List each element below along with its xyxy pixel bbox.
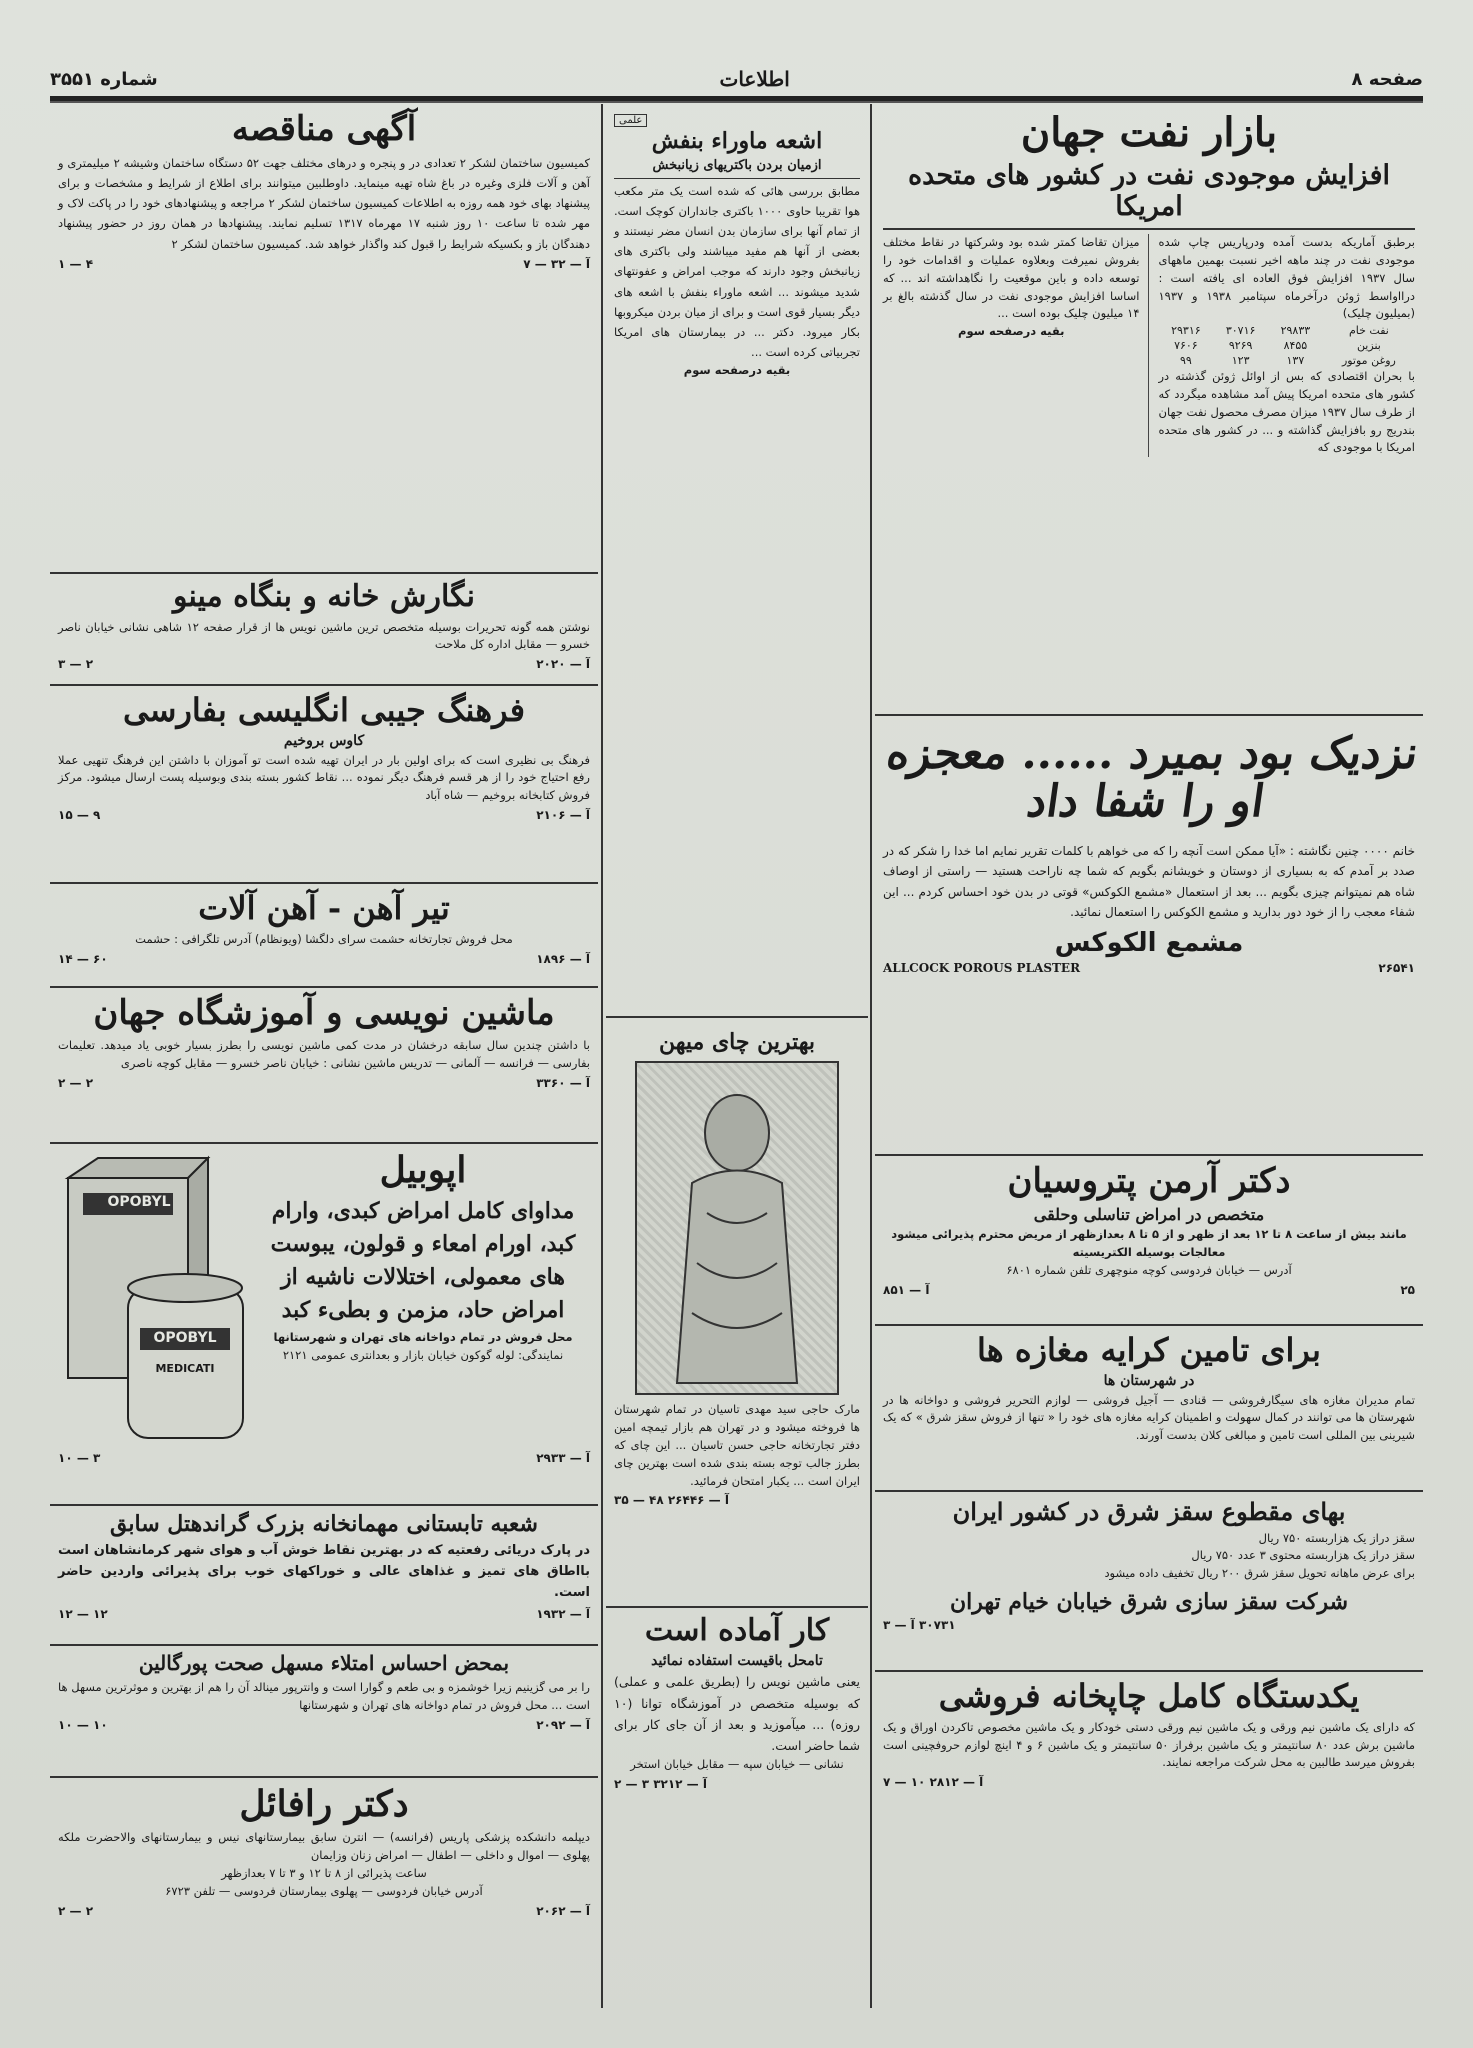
paper-name: اطلاعات	[719, 67, 790, 91]
rafael-hours: ساعت پذیرائی از ۸ تا ۱۲ و ۳ تا ۷ بعدازظهر	[221, 1866, 427, 1881]
table-cell: روغن موتور	[1341, 354, 1396, 368]
oil-table	[1159, 323, 1416, 368]
iron-title: تیر آهن - آهن آلات	[198, 889, 450, 927]
tender-ad	[50, 104, 598, 574]
iron-ref-left: ۶۰ — ۱۴	[58, 951, 108, 966]
work-ref: آ — ۳۲۱۲ ۳ — ۲	[614, 1777, 707, 1792]
gum-line: برای عرض ماهانه تحویل سقز شرق ۲۰۰ ریال تخفیف داده میشود	[1104, 1566, 1415, 1581]
right-column	[875, 104, 1423, 2008]
opobyl-headline: مداوای کامل امراض کبدی، وارام کبد، اورام امعاء و قولون، یبوست های معمولی، اختلالات ناشیه از امراض حاد، مزمن و بطیء کبد	[270, 1198, 576, 1324]
table-cell: ۳۰۷۱۶	[1225, 324, 1256, 338]
table-cell: ۲۹۳۱۶	[1171, 324, 1201, 338]
work-address: نشانی — خیابان سپه — مقابل خیابان استخر	[630, 1757, 844, 1772]
gum-ref: ۳۰۷۳۱ آ — ۳	[883, 1618, 956, 1633]
gum-line: سقز دراز یک هزاربسته ۷۵۰ ریال	[1258, 1530, 1415, 1545]
oil-section-title: بازار نفت جهان	[1020, 109, 1278, 156]
typing-title: ماشین نویسی و آموزشگاه جهان	[93, 993, 555, 1033]
shops-body: تمام مدیران مغازه های سیگارفروشی — قنادی — آجیل فروشی — لوازم التحریر فروشی و دواخانه ها در شهرستان ها می توانند در کمال سهولت و اطمینان کرایه مغازه های خود را « تنها از فروش سقز شرق » که یک شیرینی بین المللی است تامین و مبالغی کلان بدست آورند.	[883, 1392, 1415, 1443]
oil-continued: بقیه درصفحه سوم	[958, 324, 1065, 339]
dictionary-ad	[50, 686, 598, 884]
herbal-ref-left: ۱۰ — ۱۰	[58, 1717, 108, 1732]
table-cell: ۲۹۸۳۳	[1280, 324, 1311, 338]
work-subtitle: تامحل باقیست استفاده نمائید	[651, 1652, 823, 1669]
work-ad	[606, 1608, 868, 1978]
mino-ref-right: آ — ۲۰۲۰	[536, 657, 590, 672]
tea-ad	[606, 1018, 868, 1608]
masthead-rule	[50, 96, 1423, 103]
oil-text-a2: با بحران اقتصادی که بس از اوائل ژوئن گذشته در کشور های متحده امریکا پیش آمد مشاهده میگردد که از طرف سال ۱۹۳۷ میزان مصرف محصول نفت جهان بندریج رو بافزایش گذاشته و ... در کشور های متحده امریکا با موجودی که	[1158, 369, 1415, 455]
table-cell: ۷۶۰۶	[1174, 339, 1198, 353]
tender-title: آگهی مناقصه	[231, 109, 417, 149]
opobyl-package-illustration	[58, 1148, 248, 1448]
science-article	[606, 104, 868, 1018]
hotel-ref-right: آ — ۱۹۳۲	[536, 1606, 590, 1621]
masthead	[50, 62, 1423, 96]
mino-ref-left: ۲ — ۳	[58, 657, 94, 672]
opobyl-jar-sublabel: MEDICATI	[155, 1362, 215, 1375]
dictionary-title: فرهنگ جیبی انگلیسی بفارسی	[122, 691, 526, 729]
mino-title: نگارش خانه و بنگاه مینو	[172, 579, 476, 614]
gum-ad	[875, 1492, 1423, 1672]
typing-ref-left: ۲ — ۲	[58, 1075, 94, 1090]
doctor-armen-body: مانند بیش از ساعت ۸ تا ۱۲ بعد از ظهر و از ۵ تا ۸ بعدازظهر از مریض محترم پذیرائی میشود معالجات بوسیله الکتریسیته	[891, 1227, 1407, 1260]
dictionary-author: کاوس بروخیم	[283, 732, 365, 749]
tea-body: مارک حاجی سید مهدی تاسیان در تمام شهرستان ها فروخته میشود و در تهران هم بازار تیمچه امین دفتر تجارتخانه حاجی حسن تاسیان ... این چای که بطرز جالب توجه بسته بندی شده است بهترین چای ایران است ... یکبار امتحان فرمائید.	[614, 1402, 860, 1488]
mino-body: نوشتن همه گونه تحریرات بوسیله متخصص ترین ماشین نویس ها از قرار صفحه ۱۲ شاهی نشانی خیابان ناصر خسرو — مقابل اداره کل ملاحت	[58, 619, 590, 652]
table-cell: ۸۴۵۵	[1283, 339, 1308, 353]
doctor-armen-ref-left: آ — ۸۵۱	[883, 1282, 930, 1297]
tea-title: بهترین چای میهن	[658, 1029, 816, 1055]
shops-title: برای تامین کرایه مغازه ها	[977, 1331, 1321, 1369]
typing-ad	[50, 988, 598, 1144]
science-body: مطابق بررسی هائی که شده است یک متر مکعب هوا تقریبا حاوی ۱۰۰۰ باکتری جانداران کوچک است. از تمام آنها برای سازمان بدن انسان مضر نیستند و بعضی از آنها هم مفید میباشند ولی باکتری های زیانبخش وجود دارند که موجب امراض و عفونتهای شدید میشوند ... اشعه ماوراء بنفش با اشعه های دیگر بسیار قوی است و برای از میان بردن میکروبها بکار میرود. دکتر ... در بیمارستان های امریکا تجربیاتی کرده است ...	[614, 183, 861, 359]
opobyl-ref-left: ۳ — ۱۰	[58, 1451, 101, 1465]
rafael-body: دیپلمه دانشکده پزشکی پاریس (فرانسه) — انترن سابق بیمارستانهای نیس و بیمارستانهای والاحضرت ملکه پهلوی — اموال و داخلی — اطفال — امراض زنان وزایمان	[58, 1830, 590, 1863]
page-label: صفحه ۸	[1351, 68, 1423, 90]
shops-subtitle: در شهرستان ها	[1103, 1372, 1195, 1389]
opobyl-title: اپوبیل	[379, 1149, 467, 1191]
printing-body: که دارای یک ماشین نیم ورقی و یک ماشین نیم ورقی دستی خودکار و یک ماشین مخصوص تاکردن اوراق و یک ماشین برش عدد ۸۰ سانتیمتر و یک ماشین برفراز ۵۰ سانتیمتر و یک ماشین ۶ و ۴ اینچ لوازم حروفچینی است بفروش میرسد طالبین به محل شرکت مراجعه نمایند.	[883, 1719, 1416, 1770]
oil-headline: افزایش موجودی نفت در کشور های متحده امریکا	[883, 160, 1415, 230]
work-title: کار آماده است	[644, 1613, 830, 1648]
miracle-ad	[875, 716, 1423, 1156]
herbal-body: را بر می گزینیم زیرا خوشمزه و بی طعم و گوارا است و وانترپور مینالد آن را هم از بهترین و موثرترین مسهل ها است ... محل فروش در تمام دواخانه های تهران و شهرستانها	[58, 1680, 590, 1712]
opobyl-ad	[50, 1144, 598, 1506]
tender-body: کمیسیون ساختمان لشکر ۲ تعدادی در و پنجره و درهای مختلف جهت ۵۲ دستگاه ساختمان وشیشه ۲ میلیمتری و آهن و آلات فلزی وغیره در باغ شاه تهیه مینماید. داوطلبین میتوانند برای اطلاع از شرایط و مشخصات و برای پیشنهاد بهای خود همه روزه به اطلاعات کمیسیون ساختمان لشکر ۲ مراجعه و پیشنهادهای خود را در پاکت لاک و مهر شده تا ساعت ۱۰ روز شنبه ۱۷ مهرماه ۱۳۱۷ تسلیم نمایند. پیشنهادها در همان روز در حضور پیشنهاد دهندگان باز و بکسیکه شرایط را قبول کند واگذار خواهد شد. کمیسیون ساختمان لشکر ۲	[58, 156, 591, 251]
column-divider	[870, 104, 872, 2008]
rafael-address: آدرس خیابان فردوسی — پهلوی بیمارستان فردوسی — تلفن ۶۷۲۳	[165, 1883, 483, 1898]
middle-column	[606, 104, 868, 2008]
printing-title: یکدستگاه کامل چاپخانه فروشی	[938, 1677, 1360, 1715]
opobyl-agent: نمایندگی: لوله گوکون خیابان بازار و بعدانتری عمومی ۲۱۲۱	[282, 1348, 564, 1363]
herbal-ref-right: آ — ۲۰۹۲	[536, 1717, 590, 1732]
iron-ad	[50, 884, 598, 988]
typing-ref-right: آ — ۳۳۶۰	[536, 1075, 590, 1090]
mino-ad	[50, 574, 598, 686]
science-title: اشعه ماوراء بنفش	[651, 128, 823, 154]
medicine-box-icon	[58, 1148, 248, 1448]
dictionary-ref-right: آ — ۲۱۰۶	[536, 808, 590, 823]
rafael-ref-right: آ — ۲۰۶۲	[536, 1903, 590, 1918]
rafael-ref-left: ۲ — ۲	[58, 1903, 94, 1918]
rafael-title: دکتر رافائل	[239, 1783, 409, 1825]
opobyl-sale: محل فروش در تمام دواخانه های تهران و شهرستانها	[273, 1330, 573, 1345]
doctor-armen-ad	[875, 1156, 1423, 1326]
dictionary-ref-left: ۹ — ۱۵	[58, 808, 101, 823]
oil-text-b: میزان تقاضا کمتر شده بود وشرکتها در نقاط مختلف بفروش نمیرفت وبعلاوه عملیات و اقدامات خود را توسعه داده و باین موقعیت را نگاهداشته اند ... که اساسا افزایش موجودی نفت در سال گذشته بالغ بر ۱۴ میلیون چلیک بوده است ...	[883, 235, 1140, 321]
miracle-ref: ۲۶۵۴۱	[1378, 961, 1415, 976]
gum-company: شرکت سقز سازی شرق خیابان خیام تهران	[949, 1589, 1349, 1616]
science-subtitle: ازمیان بردن باکتریهای زیانبخش	[614, 158, 860, 179]
column-divider	[601, 104, 603, 2008]
hotel-body: در پارک دریائی رفعتیه که در بهترین نقاط خوش آب و هوای شهر کرمانشاهان است بااطاق های تمیز و غذاهای عالی و خوراکهای خوب برای پذیرائی واردین حاضر است.	[58, 1543, 590, 1600]
miracle-body: خانم ۰۰۰۰ چنین نگاشته : «آیا ممکن است آنچه را که می خواهم با کلمات تقریر نمایم اما خدا را شکر که در صدد بر آمدم که به بسیاری از دوستان و خویشانم بگویم که شما چه ناراحت هستید — راستی از اوصاف شاه هم نمیتوانم چیزی بگویم ... بعد از استعمال «مشمع الکوکس» قوتی در بدن خود احساس کردم ... این شفاء معجب را از خود دور بدارید و مشمع الکوکس را استعمال نمائید.	[883, 843, 1416, 919]
table-cell: بنزین	[1356, 339, 1381, 353]
opobyl-ref-right: آ — ۲۹۳۳	[536, 1451, 590, 1465]
gum-line: سقز دراز یک هزاربسته محتوی ۳ عدد ۷۵۰ ریال	[1191, 1548, 1415, 1563]
iron-ref-right: آ — ۱۸۹۶	[536, 951, 590, 966]
herbal-ad	[50, 1646, 598, 1778]
typing-body: با داشتن چندین سال سابقه درخشان در مدت کمی ماشین نویسی را بطرز بسیار خوبی یاد میدهد. تعلیمات بفارسی — فرانسه — آلمانی — تدریس ماشین نشانی : خیابان ناصر خسرو — مقابل کوچه ناصری	[58, 1038, 590, 1070]
tender-ref-left: ۴ — ۱	[58, 256, 94, 271]
gum-title: بهای مقطوع سقز شرق در کشور ایران	[952, 1497, 1346, 1526]
herbal-title: بمحض احساس امتلاء مسهل صحت پورگالین	[138, 1651, 510, 1675]
table-cell: ۹۲۶۹	[1228, 339, 1253, 353]
tea-ref: آ — ۲۶۴۴۶ ۴۸ — ۳۵	[614, 1493, 729, 1508]
table-cell: ۱۳۷	[1286, 354, 1305, 368]
table-row	[1159, 323, 1416, 338]
hotel-ad	[50, 1506, 598, 1646]
opobyl-box-label: OPOBYL	[107, 1194, 171, 1210]
science-tag: علمی	[614, 114, 647, 127]
doctor-armen-subtitle: متخصص در امراض تناسلی وحلقی	[1033, 1205, 1265, 1225]
work-body: یعنی ماشین نویس را (بطریق علمی و عملی) که بوسیله متخصص در آموزشگاه توانا (۱۰ روزه) ... میآموزید و بعد از آن جای کار برای شما حاضر است.	[614, 1674, 860, 1754]
printing-ad	[875, 1672, 1423, 2002]
shops-ad	[875, 1326, 1423, 1492]
science-continued: بقیه درصفحه سوم	[683, 363, 791, 378]
table-row	[1159, 353, 1416, 368]
iron-body: محل فروش تجارتخانه حشمت سرای دلگشا (ویونظام) آدرس تلگرافی : حشمت	[135, 931, 513, 946]
table-row	[1159, 338, 1416, 353]
table-cell: ۹۹	[1179, 354, 1192, 368]
left-column	[50, 104, 598, 2008]
tea-lady-icon	[637, 1063, 837, 1393]
hotel-title: شعبه تابستانی مهمانخانه بزرک گراندهتل سابق	[110, 1511, 538, 1537]
miracle-brand-en: ALLCOCK POROUS PLASTER	[883, 961, 1081, 976]
issue-label: شماره ۳۵۵۱	[50, 68, 158, 90]
tender-ref-right: آ — ۳۲ — ۷	[523, 256, 590, 271]
doctor-armen-title: دکتر آرمن پتروسیان	[1007, 1161, 1291, 1201]
oil-market-article	[875, 104, 1423, 716]
rafael-ad	[50, 1778, 598, 1998]
miracle-headline: نزدیک بود بمیرد ...... معجزه او را شفا داد	[883, 728, 1422, 828]
opobyl-jar-label: OPOBYL	[153, 1330, 217, 1346]
miracle-brand: مشمع الکوکس	[1054, 928, 1244, 959]
table-cell: نفت خام	[1348, 324, 1389, 338]
hotel-ref-left: ۱۲ — ۱۲	[58, 1606, 108, 1621]
table-cell: ۱۲۳	[1231, 354, 1250, 368]
oil-text-a: برطبق آماریکه بدست آمده ودرپاریس چاپ شده موجودی نفت در چند ماهه اخیر نسبت بهمین ماههای سال ۱۹۳۷ افزایش فوق العاده ای یافته است : درااواسط ژوئن درآخرماه سپتامبر ۱۹۳۸ و ۱۹۳۷ (بمیلیون چلیک)	[1158, 235, 1415, 321]
doctor-armen-address: آدرس — خیابان فردوسی کوچه منوچهری تلفن شماره ۶۸۰۱	[1006, 1262, 1292, 1277]
doctor-armen-ref-right: ۲۵	[1400, 1282, 1415, 1297]
dictionary-body: فرهنگ بی نظیری است که برای اولین بار در ایران تهیه شده است تو آموزان با داشتن این فرهنگ تنهیی عملا رفع احتیاج خود را از هر قسم فرهنگ دیگر نموده ... نقاط کشور بسته بندی وبوسیله پست ارسال میشود. مرکز فروش کتابخانه بروخیم — شاه آباد	[58, 752, 590, 803]
printing-ref: آ — ۲۸۱۲ ۱۰ — ۷	[883, 1775, 984, 1790]
tea-lady-illustration	[635, 1061, 839, 1395]
